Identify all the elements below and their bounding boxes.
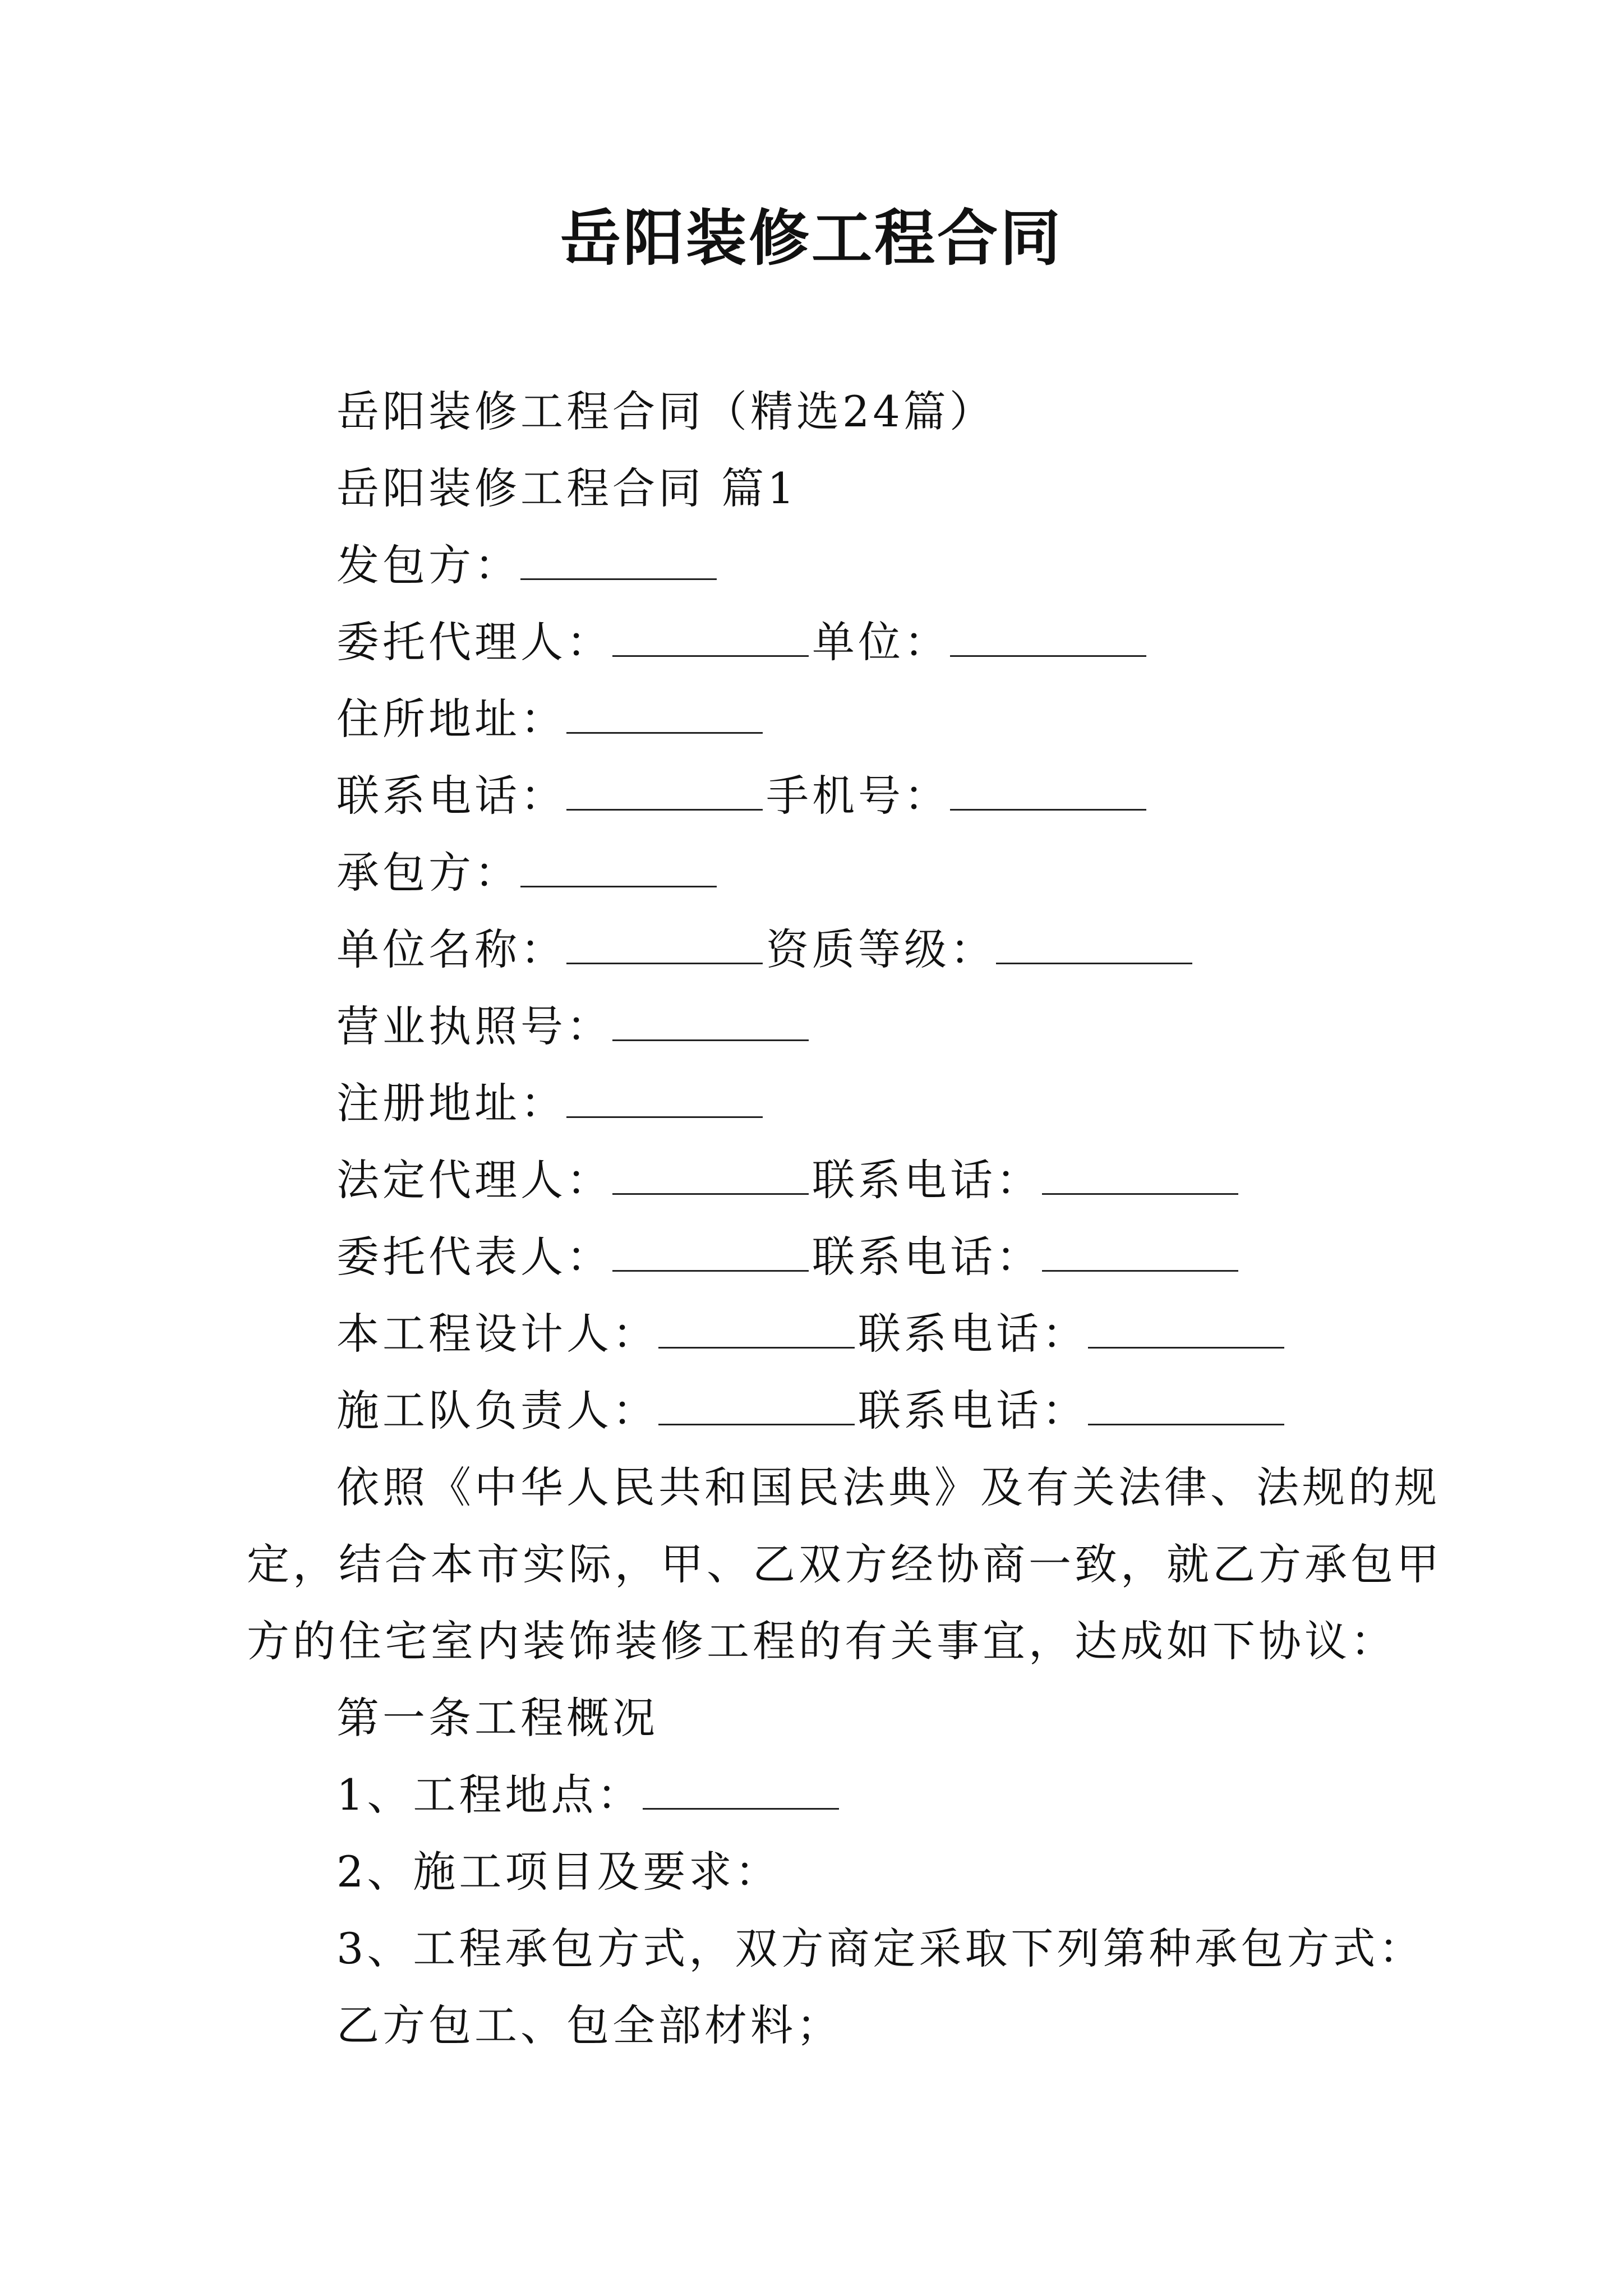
fill-blank[interactable] — [566, 929, 763, 964]
field-label: 联系电话： — [336, 771, 566, 821]
fill-blank[interactable] — [658, 1390, 855, 1425]
document-subtitle: 岳阳装修工程合同（精选24篇） — [336, 386, 995, 436]
fill-blank[interactable] — [566, 775, 763, 811]
fill-blank[interactable] — [566, 1083, 763, 1118]
field-agent — [247, 604, 1391, 680]
fill-blank[interactable] — [612, 1236, 809, 1272]
fill-blank[interactable] — [950, 775, 1146, 811]
fill-blank[interactable] — [612, 622, 809, 657]
field-legal-agent — [247, 1142, 1391, 1218]
fill-blank[interactable] — [520, 852, 717, 887]
field-employer — [247, 527, 1391, 604]
field-label: 联系电话： — [812, 1232, 1042, 1282]
field-label: 法定代理人： — [336, 1155, 612, 1205]
preamble-line-2: 定，结合本市实际，甲、乙双方经协商一致，就乙方承包甲 — [247, 1539, 1442, 1589]
field-residence — [247, 680, 1391, 757]
preamble-line-3: 方的住宅室内装饰装修工程的有关事宜，达成如下协议： — [247, 1616, 1396, 1666]
field-label: 施工队负责人： — [336, 1386, 658, 1435]
fill-blank[interactable] — [1042, 1236, 1238, 1272]
fill-blank[interactable] — [612, 1006, 809, 1041]
field-contractor — [247, 834, 1391, 911]
field-reg-address — [247, 1065, 1391, 1142]
field-team-leader — [247, 1372, 1391, 1449]
field-label: 单位名称： — [336, 924, 566, 974]
fill-blank[interactable] — [1042, 1159, 1238, 1195]
field-label: 营业执照号： — [336, 1001, 612, 1051]
item-2: 2、施工项目及要求： — [336, 1847, 781, 1897]
fill-blank[interactable] — [658, 1313, 855, 1349]
fill-blank[interactable] — [950, 622, 1146, 657]
field-label: 联系电话： — [858, 1386, 1088, 1435]
field-label: 资质等级： — [766, 924, 996, 974]
section-heading: 岳阳装修工程合同 篇1 — [336, 463, 798, 513]
field-label: 联系电话： — [858, 1309, 1088, 1359]
fill-blank[interactable] — [566, 698, 763, 734]
field-label: 住所地址： — [336, 694, 566, 744]
item-3-option: 乙方包工、包全部材料； — [336, 2000, 842, 2050]
field-unit-name — [247, 911, 1391, 988]
item-1 — [247, 1756, 1391, 1833]
field-label: 本工程设计人： — [336, 1309, 658, 1359]
field-label: 注册地址： — [336, 1078, 566, 1128]
document-title: 岳阳装修工程合同 — [560, 203, 1063, 274]
field-license — [247, 988, 1391, 1065]
fill-blank[interactable] — [1088, 1390, 1284, 1425]
field-label: 手机号： — [766, 771, 950, 821]
fill-blank[interactable] — [1088, 1313, 1284, 1349]
field-label: 发包方： — [336, 540, 520, 590]
fill-blank[interactable] — [520, 545, 717, 580]
preamble-line-1: 依照《中华人民共和国民法典》及有关法律、法规的规 — [336, 1462, 1440, 1512]
item-3: 3、工程承包方式，双方商定采取下列第种承包方式： — [336, 1924, 1425, 1973]
field-label: 单位： — [812, 617, 950, 667]
fill-blank[interactable] — [996, 929, 1192, 964]
fill-blank[interactable] — [643, 1774, 839, 1810]
document-body — [247, 373, 1442, 2064]
item-label: 1、工程地点： — [336, 1770, 643, 1820]
field-label: 委托代表人： — [336, 1232, 612, 1282]
article-1-heading: 第一条工程概况 — [336, 1693, 658, 1743]
field-designer — [247, 1295, 1391, 1372]
field-label: 承包方： — [336, 848, 520, 898]
field-label: 联系电话： — [812, 1155, 1042, 1205]
field-label: 委托代理人： — [336, 617, 612, 667]
fill-blank[interactable] — [612, 1159, 809, 1195]
field-phone — [247, 757, 1391, 834]
field-delegate — [247, 1218, 1391, 1295]
